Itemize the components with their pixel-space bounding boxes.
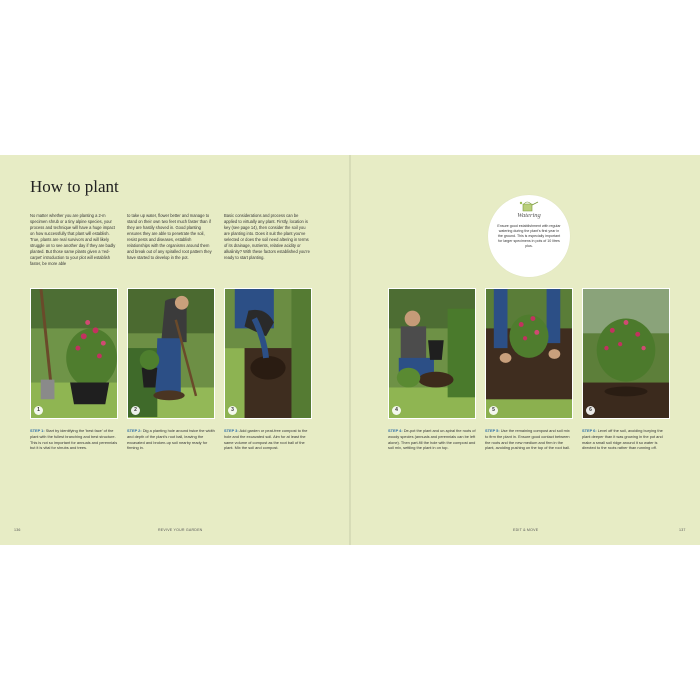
step-6-label: STEP 6: — [582, 428, 597, 433]
page-title: How to plant — [30, 177, 119, 196]
step-5-number-badge: 5 — [489, 406, 498, 415]
left-page-number: 136 — [14, 528, 21, 532]
step-5-label: STEP 5: — [485, 428, 500, 433]
step-5-photo — [485, 288, 573, 419]
step-2-number-badge: 2 — [131, 406, 140, 415]
step-3-label: STEP 3: — [224, 428, 239, 433]
step-6-text: Level off the soil, avoiding burying the plant deeper than it was growing in the pot and make a small soil ridge around it so water is directed to the roots rather than running off. — [582, 428, 663, 451]
body-column-1: No matter whether you are planting a 2-m specimen shrub or a tiny alpine species, your process and technique will have a huge impact on how successfully that plant will establish. True, plants are real survivors and will likely struggle on to see another day if they are badly planted. But those same plants given a 'red-carpet' introduction to your plot will establish faster, be more able — [30, 213, 116, 266]
step-2-label: STEP 2: — [127, 428, 142, 433]
body-column-2: to take up water, flower better and manage to stand on their own two feet much faster than if they are hastily shoved in. Good planting ensures they are able to penetrate the soil, resist pests and diseases, establish relationships with the organisms around them and break out of any spiralled root pattern they have started to develop in the pot. — [127, 213, 212, 260]
step-4-number-badge: 4 — [392, 406, 401, 415]
step-4-label: STEP 4: — [388, 428, 403, 433]
watering-can-icon — [519, 200, 539, 212]
step-2-caption — [127, 428, 215, 451]
watering-tip-circle — [488, 195, 570, 277]
step-5-caption — [485, 428, 573, 451]
step-4-text: De-pot the plant and un-spiral the roots of woody species (annuals and perennials can be left alone). Then part-fill the hole with the compost and soil mix, settling the plant in on top. — [388, 428, 476, 451]
step-6-photo — [582, 288, 670, 419]
step-4-photo — [388, 288, 476, 419]
step-3-text: Add garden or peat-free compost to the hole and the excavated soil. Aim for at least the same volume of compost as the root ball of the plant. Mix the soil and compost. — [224, 428, 308, 451]
body-column-3: Basic considerations and process can be applied to virtually any plant. Firstly, location is key (see page 14), then consider the soil you are planting into. Does it suit the plant you've selected or does the soil need altering in terms of its drainage, nutrients, relative acidity or alkalinity? With these factors established you're ready to start planting. — [224, 213, 310, 260]
step-2-text: Dig a planting hole around twice the width and depth of the plant's root ball, leaving the excavated and broken-up soil nearby ready for firming in. — [127, 428, 215, 451]
step-1-number-badge: 1 — [34, 406, 43, 415]
book-spread — [0, 155, 700, 545]
tip-title: Watering — [517, 212, 541, 219]
left-running-head: REVIVE YOUR GARDEN — [158, 528, 203, 532]
page-gutter — [349, 155, 351, 545]
right-page-number: 137 — [679, 528, 686, 532]
step-4-caption — [388, 428, 476, 451]
step-3-caption — [224, 428, 312, 451]
step-6-caption — [582, 428, 670, 451]
step-1-label: STEP 1: — [30, 428, 45, 433]
step-1-text: Start by identifying the 'best face' of the plant with the fullest branching and best structure. This is not so important for annuals and perennials but it is vital for shrubs and trees. — [30, 428, 118, 451]
right-running-head: EDIT & MOVE — [513, 528, 539, 532]
step-2-photo — [127, 288, 215, 419]
step-1-caption — [30, 428, 118, 451]
step-3-number-badge: 3 — [228, 406, 237, 415]
tip-text: Ensure good establishment with regular watering during the plant's first year in the ground. This is especially important for larger specimens in pots of 10 litres plus. — [497, 224, 561, 249]
step-1-photo — [30, 288, 118, 419]
step-5-text: Use the remaining compost and soil mix to firm the plant in. Ensure good contact between the roots and the new medium and firm in the plant, avoiding pushing on the top of the root ball. — [485, 428, 571, 451]
step-6-number-badge: 6 — [586, 406, 595, 415]
step-3-photo — [224, 288, 312, 419]
